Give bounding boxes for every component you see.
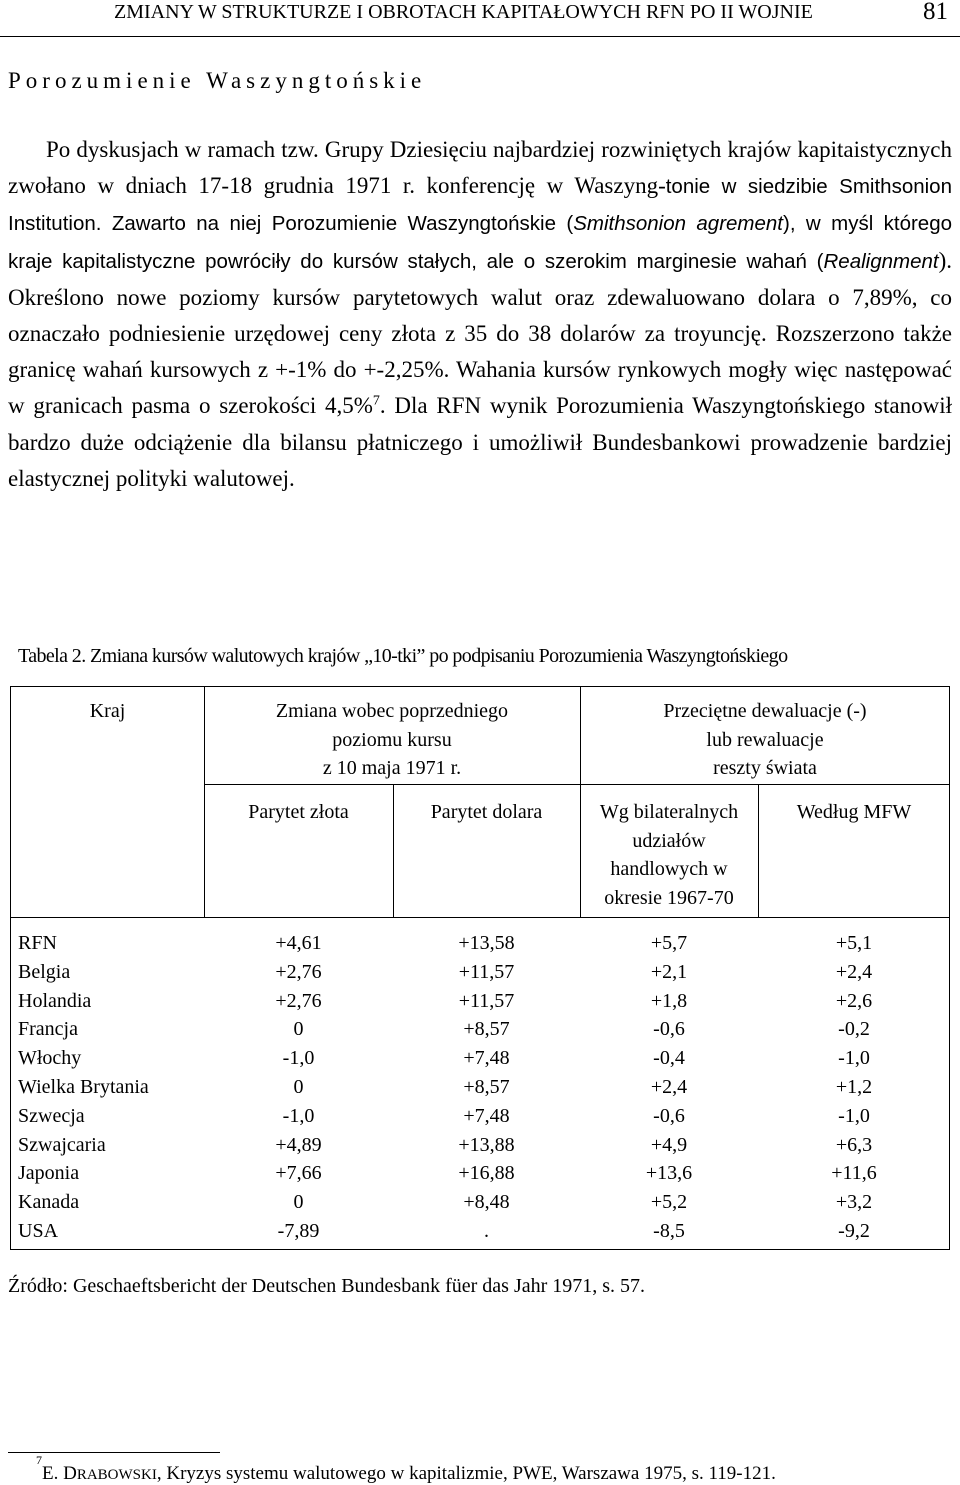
column-imf: [758, 929, 950, 1246]
cell-bilateral: -8,5: [653, 1219, 685, 1242]
footnote-text: , Kryzys systemu walutowego w kapitalizmie, PWE, Warszawa 1975, s. 119-121.: [156, 1463, 776, 1484]
cell-gold: +7,66: [275, 1162, 322, 1185]
cell-imf: +3,2: [835, 1191, 873, 1214]
cell-imf: -1,0: [838, 1047, 870, 1070]
table-divider: [204, 784, 950, 785]
column-gold-parity: [204, 929, 393, 1246]
cell-dollar: +13,88: [458, 1133, 515, 1156]
footnote-surname: RABOWSKI: [76, 1467, 157, 1483]
table-source: Źródło: Geschaeftsbericht der Deutschen Bundesbank füer das Jahr 1971, s. 57.: [8, 1275, 646, 1297]
cell-kraj: Wielka Brytania: [18, 1075, 149, 1098]
cell-gold: 0: [293, 1191, 304, 1214]
cell-kraj: Włochy: [18, 1047, 82, 1070]
cell-imf: -9,2: [838, 1219, 870, 1242]
cell-bilateral: -0,6: [653, 1104, 685, 1127]
cell-dollar: +13,58: [458, 932, 515, 954]
cell-imf: +5,1: [835, 932, 873, 954]
paragraph-italic-1: Smithsonion agrement: [573, 212, 784, 236]
cell-gold: -1,0: [282, 1104, 315, 1127]
subheader-bilateral: Wg bilateralnych udziałów handlowych w okresie 1967-70: [599, 801, 739, 909]
cell-dollar: .: [484, 1219, 489, 1242]
cell-dollar: +8,57: [463, 1075, 510, 1098]
cell-imf: +2,4: [835, 960, 873, 983]
header-kraj: Kraj: [89, 700, 126, 722]
footnote-initial: E. D: [42, 1463, 77, 1484]
cell-bilateral: -0,6: [653, 1018, 685, 1041]
cell-kraj: Belgia: [18, 960, 71, 983]
cell-bilateral: +5,2: [650, 1191, 688, 1214]
cell-dollar: +16,88: [458, 1162, 515, 1185]
cell-gold: 0: [293, 1075, 304, 1098]
cell-imf: -1,0: [838, 1104, 870, 1127]
footnote-number: 7: [36, 1453, 42, 1467]
cell-gold: +4,89: [275, 1133, 322, 1156]
cell-gold: -1,0: [282, 1047, 315, 1070]
cell-imf: +2,6: [835, 989, 873, 1012]
column-bilateral: [580, 929, 758, 1246]
cell-bilateral: +2,1: [650, 960, 688, 983]
paragraph-part-2: tonie w siedzibie Smithsonion Institution. Zawarto na niej Porozumienie Waszyngtońskie (: [8, 175, 952, 236]
running-header: [0, 0, 960, 37]
cell-gold: 0: [293, 1018, 304, 1041]
paragraph-part-1: Po dyskusjach w ramach tzw. Grupy Dziesięciu najbardziej rozwiniętych krajów kapitaistycznych zwołano w dniach 17-18 grudnia 1971 r. konferencję w Waszyng-: [8, 137, 952, 199]
footnote: [36, 1453, 776, 1485]
cell-bilateral: +2,4: [650, 1075, 688, 1098]
header-change-vs-previous: Zmiana wobec poprzedniego poziomu kursu z 10 maja 1971 r.: [275, 700, 509, 779]
cell-gold: +4,61: [275, 932, 322, 954]
cell-kraj: Szwajcaria: [18, 1133, 106, 1156]
cell-imf: +1,2: [835, 1075, 873, 1098]
column-kraj: [18, 929, 149, 1246]
cell-dollar: +7,48: [463, 1047, 510, 1070]
cell-dollar: +7,48: [463, 1104, 510, 1127]
footnote-reference: 7: [372, 393, 380, 409]
table-divider: [11, 917, 950, 918]
paragraph-italic-2: Realignment: [823, 249, 939, 273]
cell-kraj: Holandia: [18, 989, 92, 1012]
cell-imf: +11,6: [831, 1162, 877, 1185]
cell-dollar: +11,57: [458, 989, 515, 1012]
cell-kraj: USA: [18, 1219, 59, 1242]
cell-imf: +6,3: [835, 1133, 873, 1156]
cell-gold: +2,76: [275, 989, 322, 1012]
cell-gold: -7,89: [277, 1219, 320, 1242]
paragraph-part-3: ), w myśl którego kraje kapitalistyczne powróciły do kursów stałych, ale o szerokim marginesie wahań (: [8, 212, 953, 273]
cell-bilateral: +1,8: [650, 989, 688, 1012]
table-caption: Tabela 2. Zmiana kursów walutowych krajów „10-tki” po podpisaniu Porozumienia Waszyngtońskiego: [18, 645, 788, 667]
data-table: [10, 686, 950, 1250]
cell-kraj: Francja: [18, 1018, 78, 1041]
cell-imf: -0,2: [838, 1018, 870, 1041]
paragraph-part-5: . Dla RFN wynik Porozumienia Waszyngtońskiego stanowił bardzo duże odciążenie dla bilansu płatniczego i umożliwił Bundesbankowi prowadzenie bardziej elastycznej polityki walutowej.: [8, 393, 952, 491]
subheader-dollar-parity: Parytet dolara: [430, 801, 543, 823]
cell-bilateral: +5,7: [650, 932, 688, 954]
cell-kraj: Japonia: [18, 1162, 80, 1185]
body-paragraph: [8, 132, 952, 497]
cell-dollar: +8,48: [463, 1191, 510, 1214]
cell-bilateral: -0,4: [653, 1047, 685, 1070]
cell-bilateral: +4,9: [650, 1133, 688, 1156]
header-average-devaluation: Przeciętne dewaluacje (-) lub rewaluacje reszty świata: [663, 700, 867, 779]
cell-kraj: Kanada: [18, 1191, 80, 1214]
cell-dollar: +8,57: [463, 1018, 510, 1041]
running-title: ZMIANY W STRUKTURZE I OBROTACH KAPITAŁOWYCH RFN PO II WOJNIE: [114, 1, 813, 23]
cell-gold: +2,76: [275, 960, 322, 983]
section-title: Porozumienie Waszyngtońskie: [8, 68, 427, 93]
cell-kraj: Szwecja: [18, 1104, 85, 1127]
page-number: 81: [923, 0, 948, 25]
column-dollar-parity: [393, 929, 580, 1246]
cell-kraj: RFN: [18, 932, 57, 954]
paragraph-part-4: ). Określono nowe poziomy kursów parytetowych walut oraz zdewaluowano dolara o 7,89%, co oznaczało podniesienie urzędowej ceny złota z 35 do 38 dolarów za troyuncję. Rozszerzono także granicę wahań kursowych z +-1% do +-2,25%. Wahania kursów rynkowych mogły więc następować w granicach pasma o szerokości 4,5%: [8, 247, 952, 419]
subheader-imf: Według MFW: [796, 801, 912, 823]
subheader-gold-parity: Parytet złota: [248, 801, 349, 823]
cell-dollar: +11,57: [458, 960, 515, 983]
cell-bilateral: +13,6: [645, 1162, 693, 1185]
